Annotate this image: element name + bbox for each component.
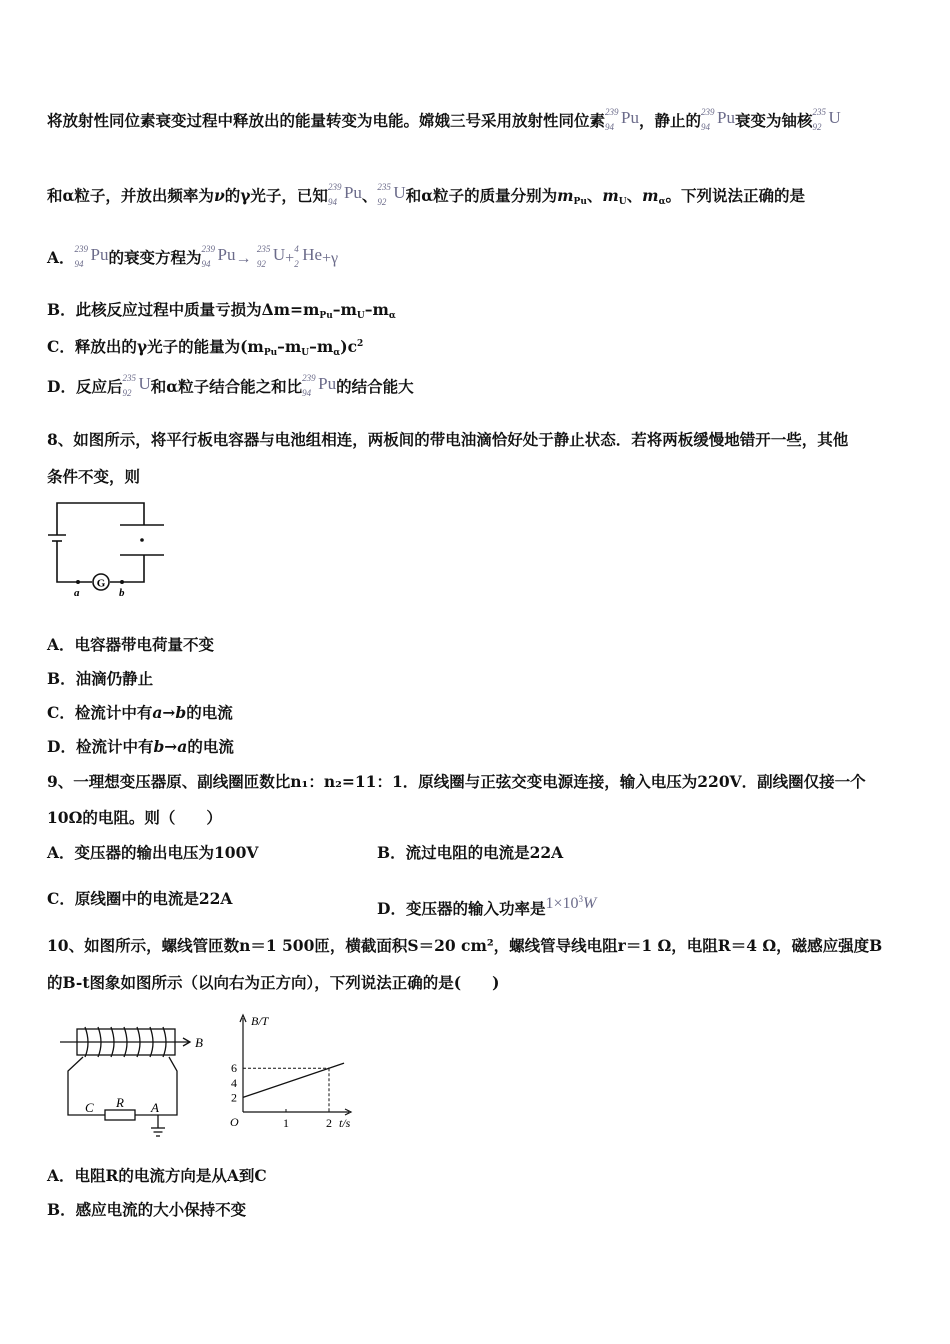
b-t-graph <box>225 1010 365 1139</box>
u-nuclide: 235 92 U <box>256 244 286 269</box>
q7-option-c: C．释放出的γ光子的能量为$(m_{Pu}-m_U-m_\alpha)c^2$ <box>47 337 364 358</box>
galvanometer-label: G <box>96 577 106 590</box>
u-nuclide: 235 92 U <box>122 373 151 398</box>
q9-stem-line2: 10Ω的电阻。则（ ） <box>47 808 222 827</box>
q8-option-b: B．油滴仍静止 <box>47 669 154 688</box>
x-axis-label: t/s <box>339 1116 351 1130</box>
q9-stem-line1: 9、一理想变压器原、副线圈匝数比n₁：n₂=11：1．原线圈与正弦交变电源连接，输入电压为220V．副线圈仅接一个 <box>47 772 866 791</box>
pu-nuclide: 239 94 Pu <box>74 244 109 269</box>
q7-stem-line1: 将放射性同位素衰变过程中释放出的能量转变为电能。嫦娥三号采用放射性同位素 239 94 Pu，静止的 239 94 Pu衰变为铀核 235 92 U <box>47 107 841 132</box>
label-a: a <box>74 587 80 599</box>
u-nuclide: 235 92 U <box>812 107 841 132</box>
u-nuclide: 235 92 U <box>377 182 406 207</box>
pu-nuclide: 239 94 Pu <box>302 373 337 398</box>
y-tick-label: 4 <box>231 1075 237 1090</box>
q7-stem-line2: 和α粒子，并放出频率为ν的γ光子，已知 239 94 Pu、 235 92 U和α粒子的质量分别为$m_{Pu}$、$m_U$、$m_\alpha$。下列说法正确的是 <box>47 182 806 207</box>
solenoid-circuit-figure <box>55 1015 220 1149</box>
x-tick-label: 2 <box>326 1116 332 1130</box>
label-r: R <box>116 1095 124 1110</box>
q9-option-a: A．变压器的输出电压为100V <box>47 843 259 862</box>
terminal-b-dot <box>120 580 124 584</box>
oil-drop <box>140 538 144 542</box>
q8-option-c: C．检流计中有a→b的电流 <box>47 703 233 722</box>
q8-stem-line2: 条件不变，则 <box>47 467 141 486</box>
label-b: B <box>195 1035 203 1050</box>
he-nuclide: 4 2 He <box>294 244 323 269</box>
circuit-wire <box>57 541 92 582</box>
q8-option-a: A．电容器带电荷量不变 <box>47 635 215 654</box>
y-tick-label: 2 <box>231 1090 237 1105</box>
y-axis-label: B/T <box>251 1014 269 1028</box>
q9-option-c: C．原线圈中的电流是22A <box>47 889 233 908</box>
q8-stem-line1: 8、如图所示，将平行板电容器与电池组相连，两板间的带电油滴恰好处于静止状态．若将两板缓慢地错开一些，其他 <box>47 430 849 449</box>
circuit-wire <box>57 503 144 535</box>
pu-nuclide: 239 94 Pu <box>701 107 735 132</box>
q9-option-b: B．流过电阻的电流是22A <box>377 843 564 862</box>
q9-option-d: D．变压器的输入功率是$1\times 10^3W$ <box>377 894 597 918</box>
capacitor-circuit-figure <box>40 495 180 604</box>
label-a: A <box>151 1100 159 1115</box>
q10-stem-line2: 的B-t图象如图所示（以向右为正方向），下列说法正确的是( ) <box>47 973 500 992</box>
resistor <box>105 1110 135 1120</box>
circuit-wire <box>110 555 144 582</box>
pu-nuclide: 239 94 Pu <box>201 244 236 269</box>
label-b: b <box>119 587 125 599</box>
terminal-a-dot <box>76 580 80 584</box>
label-c: C <box>85 1100 94 1115</box>
q7-option-a: A． 239 94 Pu的衰变方程为 239 94 Pu→ 235 92 U+ 4 2 He+γ <box>47 244 339 269</box>
q10-stem-line1: 10、如图所示，螺线管匝数n＝1 500匝，横截面积S＝20 cm²，螺线管导线电阻r＝1 Ω，电阻R＝4 Ω，磁感应强度B <box>47 936 883 955</box>
q10-option-b: B．感应电流的大小保持不变 <box>47 1200 247 1219</box>
q8-option-d: D．检流计中有b→a的电流 <box>47 737 234 756</box>
q10-option-a: A．电阻R的电流方向是从A到C <box>47 1166 267 1185</box>
q7-option-b: B．此核反应过程中质量亏损为$\Delta m=m_{Pu}-m_U-m_\alpha$ <box>47 300 396 321</box>
x-tick-label: 1 <box>283 1116 289 1130</box>
q7-option-d: D．反应后 235 92 U和α粒子结合能之和比 239 94 Pu的结合能大 <box>47 373 414 398</box>
origin-label: O <box>230 1115 239 1129</box>
pu-nuclide: 239 94 Pu <box>327 182 362 207</box>
pu-nuclide: 239 94 Pu <box>605 107 639 132</box>
y-tick-label: 6 <box>231 1061 237 1076</box>
